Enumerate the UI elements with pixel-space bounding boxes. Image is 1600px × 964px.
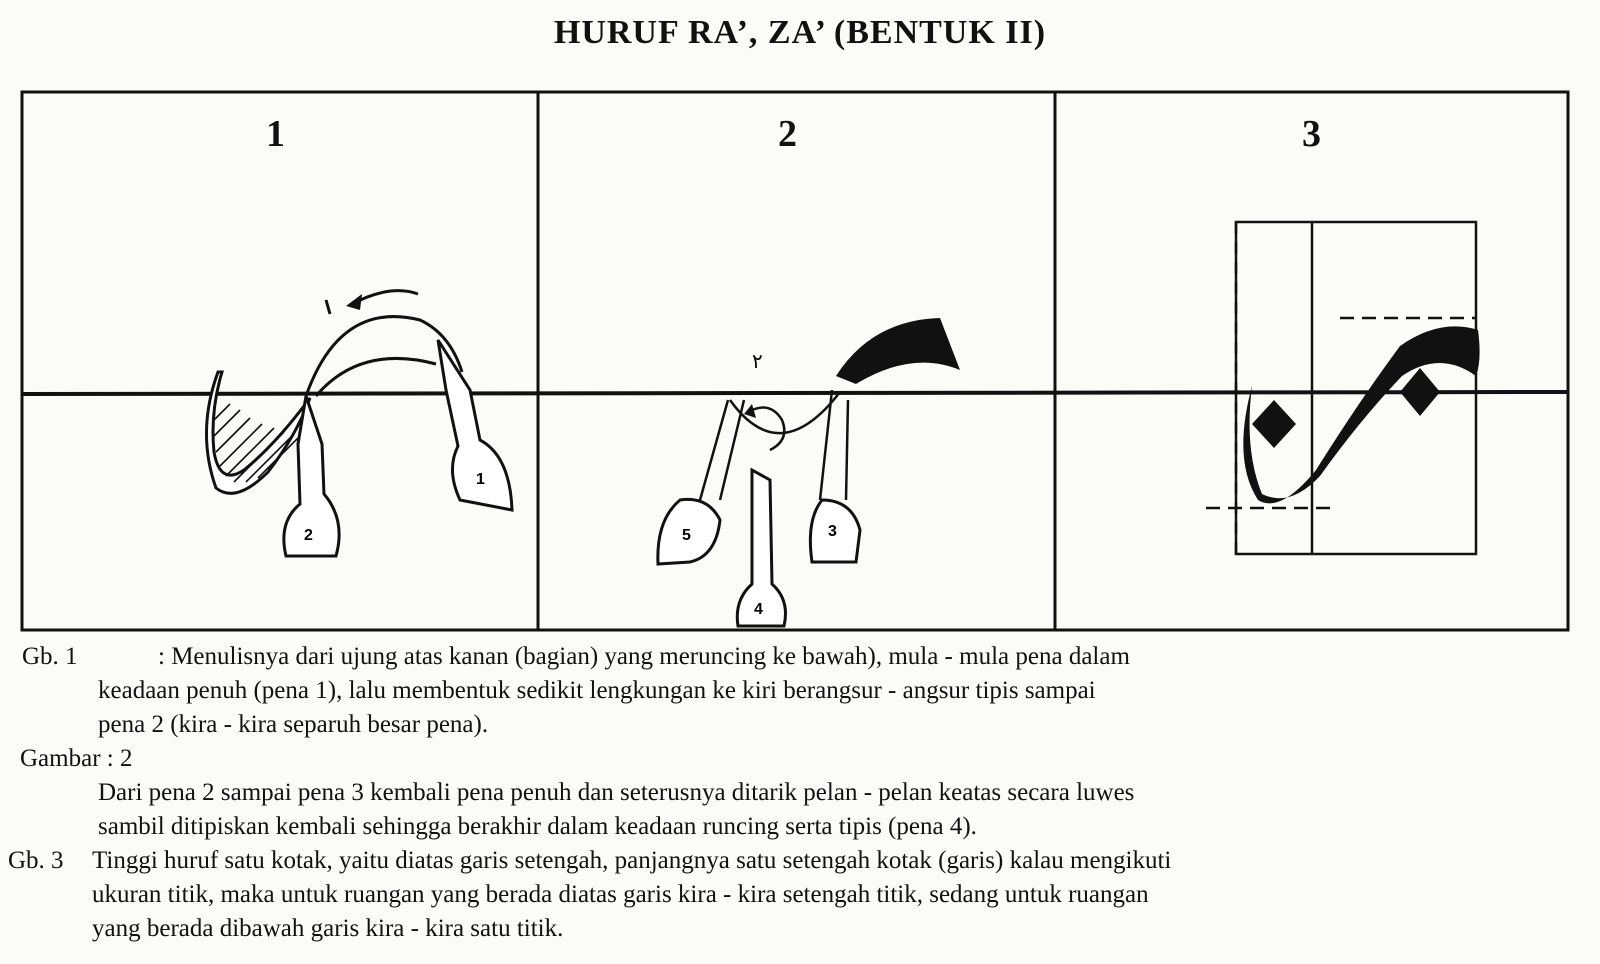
caption-gb1-line1: : Menulisnya dari ujung atas kanan (bagian) yang meruncing ke bawah), mula - mula pena dalam (158, 643, 1130, 670)
hatched-stroke (206, 372, 310, 493)
panel-2-number: 2 (778, 113, 797, 155)
caption-gb1 (8, 640, 1588, 742)
caption-gb1-label: Gb. 1 (22, 643, 78, 670)
pen-1 (438, 340, 512, 510)
pen-3-label: 3 (828, 523, 837, 540)
caption-gb3-line1: Tinggi huruf satu kotak, yaitu diatas garis setengah, panjangnya satu setengah kotak (garis) kalau mengikuti (92, 847, 1172, 874)
caption-gb3-label: Gb. 3 (8, 847, 64, 874)
caption-gb3 (8, 844, 1588, 946)
panel-1-number: 1 (266, 113, 285, 155)
pen-4-label: 4 (754, 601, 763, 618)
caption-gb2-line1: Dari pena 2 sampai pena 3 kembali pena penuh dan seterusnya ditarik pelan - pelan keatas secara luwes (98, 779, 1135, 806)
caption-gb2-line2: sambil ditipiskan kembali sehingga berakhir dalam keadaan runcing serta tipis (pena 4). (98, 813, 977, 840)
caption-block (8, 640, 1588, 946)
caption-gb1-line2: keadaan penuh (pena 1), lalu membentuk sedikit lengkungan ke kiri berangsur - angsur tipis sampai (98, 677, 1096, 704)
pen-2-label: 2 (304, 527, 313, 544)
caption-gb3-line2: ukuran titik, maka untuk ruangan yang berada diatas garis kira - kira setengah titik, sedang untuk ruangan (92, 881, 1149, 908)
page-title: HURUF RA’, ZA’ (BENTUK II) (553, 14, 1047, 51)
arrow-head (346, 294, 362, 310)
panel-2-illustration (658, 318, 960, 626)
baseline (22, 392, 1568, 394)
caption-gb2 (8, 742, 1588, 844)
caption-gb1-line3: pena 2 (kira - kira separuh besar pena). (98, 711, 489, 738)
caption-gb2-label: Gambar : 2 (20, 745, 133, 772)
pen-1-label: 1 (476, 471, 485, 488)
caption-gb3-line3: yang berada dibawah garis kira - kira satu titik. (92, 915, 564, 942)
panel-3-number: 3 (1302, 113, 1321, 155)
diagram-frame (22, 92, 1568, 630)
panel-1-illustration (206, 291, 512, 556)
direction-arrow (352, 291, 418, 304)
dot-diamond-1 (1252, 400, 1296, 448)
panel-3-illustration (1206, 222, 1480, 554)
pen-5-label: 5 (682, 527, 691, 544)
stroke-order-mark: ٢ (752, 349, 763, 373)
dot-diamond-2 (1400, 368, 1440, 416)
black-ink-stroke (836, 318, 960, 384)
